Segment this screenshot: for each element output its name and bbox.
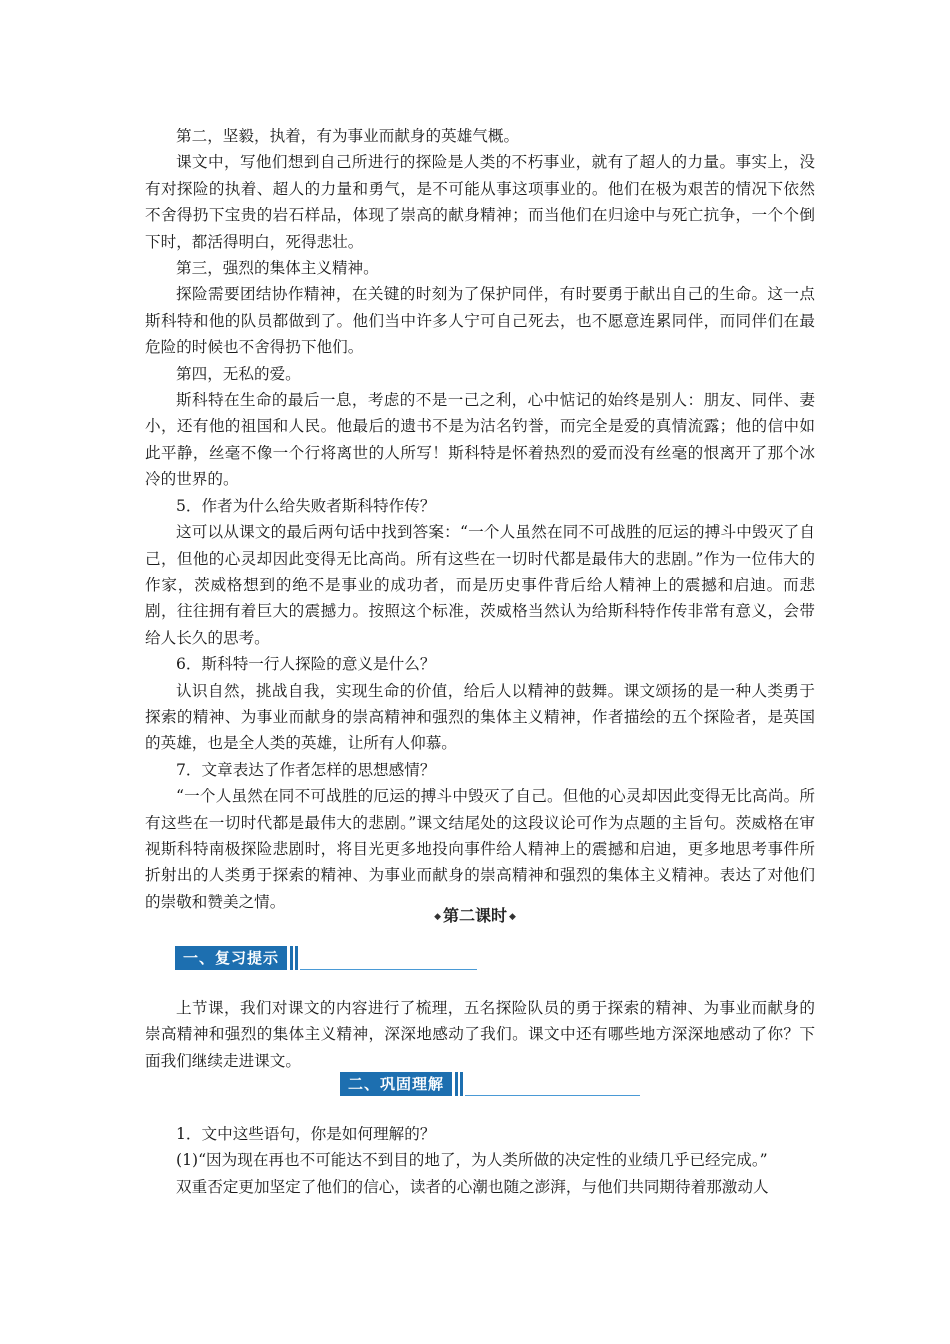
paragraph: “一个人虽然在同不可战胜的厄运的搏斗中毁灭了自己。但他的心灵却因此变得无比高尚。所有这些在一切时代都是最伟大的悲剧。”课文结尾处的这段议论可作为点题的主旨句。茨威格在审视斯科特南极探险悲剧时，将目光更多地投向事件给人精神上的震撼和启迪，更多地思考事件所折射出的人类勇于探索的精神、为事业而献身的崇高精神和强烈的集体主义精神。表达了对他们的崇敬和赞美之情。 xyxy=(145,787,815,911)
section-review-text xyxy=(145,995,815,1074)
lesson-title: ◆ 第二课时 ◆ xyxy=(434,906,516,925)
question: 7．文章表达了作者怎样的思想感情？ xyxy=(176,760,436,779)
paragraph: 第四，无私的爱。 xyxy=(176,364,301,383)
banner-rule xyxy=(465,1095,640,1096)
paragraph: 探险需要团结协作精神，在关键的时刻为了保护同伴，有时要勇于献出自己的生命。这一点斯科特和他的队员都做到了。他们当中许多人宁可自己死去，也不愿意连累同伴，而同伴们在最危险的时候也不舍得扔下他们。 xyxy=(145,285,815,357)
banner-bars-icon xyxy=(290,946,300,970)
paragraph: 这可以从课文的最后两句话中找到答案：“一个人虽然在同不可战胜的厄运的搏斗中毁灭了自己，但他的心灵却因此变得无比高尚。所有这些在一切时代都是最伟大的悲剧。”作为一位伟大的作家，茨威格想到的绝不是事业的成功者，而是历史事件背后给人精神上的震撼和启迪。而悲剧，往往拥有着巨大的震撼力。按照这个标准，茨威格当然认为给斯科特作传非常有意义，会带给人长久的思考。 xyxy=(145,523,815,647)
paragraph: 第三，强烈的集体主义精神。 xyxy=(176,259,379,278)
banner-rule xyxy=(300,969,477,970)
body-text xyxy=(145,123,815,915)
paragraph: 斯科特在生命的最后一息，考虑的不是一己之利，心中惦记的始终是别人：朋友、同伴、妻小，还有他的祖国和人民。他最后的遗书不是为沽名钓誉，而完全是爱的真情流露；他的信中如此平静，丝毫不像一个行将离世的人所写！斯科特是怀着热烈的爱而没有丝毫的恨离开了那个冰冷的世界的。 xyxy=(145,391,815,489)
paragraph: 认识自然，挑战自我，实现生命的价值，给后人以精神的鼓舞。课文颂扬的是一种人类勇于探索的精神、为事业而献身的崇高精神和强烈的集体主义精神，作者描绘的五个探险者，是英国的英雄，也是全人类的英雄，让所有人仰慕。 xyxy=(145,681,815,753)
sub-question: (1)“因为现在再也不可能达不到目的地了，为人类所做的决定性的业绩几乎已经完成。” xyxy=(176,1151,768,1170)
paragraph: 课文中，写他们想到自己所进行的探险是人类的不朽事业，就有了超人的力量。事实上，没有对探险的执着、超人的力量和勇气，是不可能从事这项事业的。他们在极为艰苦的情况下依然不舍得扔下宝贵的岩石样品，体现了崇高的献身精神；而当他们在归途中与死亡抗争，一个个倒下时，都活得明白，死得悲壮。 xyxy=(145,153,815,251)
section-consolidate-text xyxy=(145,1121,815,1200)
paragraph: 双重否定更加坚定了他们的信心，读者的心潮也随之澎湃，与他们共同期待着那激动人 xyxy=(176,1177,769,1196)
diamond-icon: ◆ xyxy=(509,911,516,922)
paragraph: 上节课，我们对课文的内容进行了梳理，五名探险队员的勇于探索的精神、为事业而献身的崇高精神和强烈的集体主义精神，深深地感动了我们。课文中还有哪些地方深深地感动了你？下面我们继续走进课文。 xyxy=(145,999,815,1070)
section-heading: 一、复习提示 xyxy=(175,946,287,970)
question: 5．作者为什么给失败者斯科特作传？ xyxy=(176,496,436,515)
question: 1．文中这些语句，你是如何理解的？ xyxy=(176,1125,436,1143)
section-banner-review xyxy=(175,946,477,970)
diamond-icon: ◆ xyxy=(434,911,441,922)
section-heading: 二、巩固理解 xyxy=(340,1072,452,1096)
question: 6．斯科特一行人探险的意义是什么？ xyxy=(176,655,436,674)
banner-bars-icon xyxy=(455,1072,465,1096)
paragraph: 第二，坚毅，执着，有为事业而献身的英雄气概。 xyxy=(176,127,520,145)
section-banner-consolidate xyxy=(340,1072,640,1096)
